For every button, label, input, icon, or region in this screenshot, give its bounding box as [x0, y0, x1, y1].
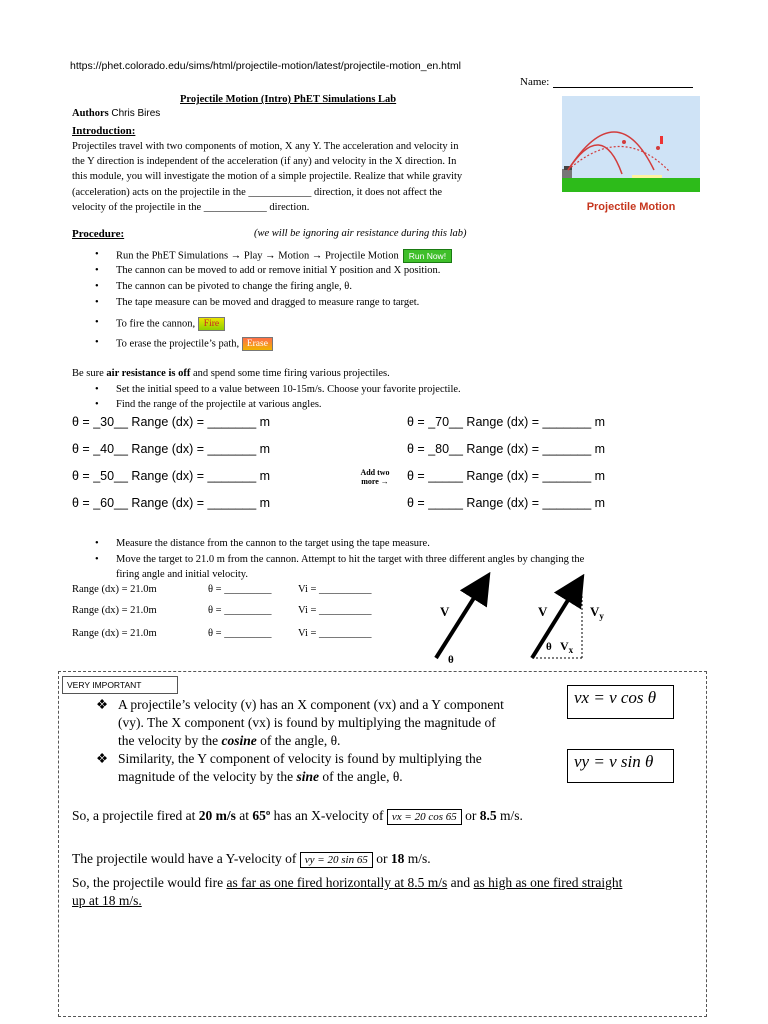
procedure-heading: Procedure: — [72, 228, 125, 240]
fire-button: Fire — [198, 317, 225, 331]
formula-vx-example: vx = 20 cos 65 — [387, 809, 462, 825]
erase-button: Erase — [242, 337, 273, 351]
target-range-row: Range (dx) = 21.0m — [72, 628, 157, 639]
authors-line — [72, 108, 160, 119]
projectile-motion-thumbnail — [562, 96, 700, 216]
example-x-line: So, a projectile fired at 20 m/s at 65º has an X-velocity of vx = 20 cos 65 or 8.5 m/s. — [72, 808, 523, 823]
example-y-line: The projectile would have a Y-velocity of vy = 20 sin 65 or 18 m/s. — [72, 851, 431, 866]
vi-blank: Vi = __________ — [298, 628, 372, 639]
target-range-row: Range (dx) = 21.0m — [72, 584, 157, 595]
name-label: Name: — [520, 76, 550, 88]
intro-line: (acceleration) acts on the projectile in the ____________ direction, it does not affect the — [72, 186, 443, 198]
v-label: V — [440, 604, 450, 619]
velocity-vector-diagram — [420, 572, 620, 668]
formula-vx: vx = v cos θ — [567, 685, 674, 719]
list-item: • Move the target to 21.0 m from the cannon. Attempt to hit the target with three different angles by changing the — [116, 554, 584, 565]
theta-blank: θ = _________ — [208, 628, 272, 639]
vx-label: $V_x$ — [560, 639, 574, 655]
add-two-note: Add two more → — [360, 468, 390, 486]
intro-paragraph — [72, 139, 547, 215]
angle-row: θ = _40__ Range (dx) = _______ m — [72, 442, 271, 456]
list-item: • The tape measure can be moved and dragged to measure range to target. — [116, 297, 419, 308]
angle-row: θ = _____ Range (dx) = _______ m — [407, 496, 606, 510]
formula-vy: vy = v sin θ — [567, 749, 674, 783]
bullet-text: the velocity by the cosine of the angle, θ. — [118, 733, 341, 748]
procedure-note: (we will be ignoring air resistance during this lab) — [254, 228, 467, 239]
conclusion-line-2: up at 18 m/s. — [72, 893, 142, 908]
author-name: Chris Bires — [111, 108, 161, 119]
bullet-text: (vy). The X component (vx) is found by multiplying the magnitude of — [118, 715, 496, 730]
intro-line: the Y direction is independent of the acceleration (if any) and velocity in the X direction. In — [72, 156, 457, 168]
diamond-bullet-icon: ❖ — [96, 697, 109, 712]
source-url: https://phet.colorado.edu/sims/html/projectile-motion/latest/projectile-motion_en.html — [70, 60, 462, 72]
velocity-arrow — [436, 582, 484, 658]
target-range-row: Range (dx) = 21.0m — [72, 605, 157, 616]
bullet-text: magnitude of the velocity by the sine of the angle, θ. — [118, 769, 403, 784]
angle-row: θ = _70__ Range (dx) = _______ m — [407, 415, 606, 429]
intro-line: velocity of the projectile in the ____________ direction. — [72, 201, 310, 213]
page-title: Projectile Motion (Intro) PhET Simulations Lab — [180, 94, 397, 105]
intro-line: this module, you will investigate the motion of a simple projectile. Realize that while gravity — [72, 171, 463, 183]
theta-label: θ — [448, 654, 454, 666]
vi-blank: Vi = __________ — [298, 605, 372, 616]
bullet-text: A projectile’s velocity (v) has an X component (vx) and a Y component — [118, 697, 504, 712]
bullet-text: Similarity, the Y component of velocity is found by multiplying the — [118, 751, 482, 766]
angle-row: θ = _50__ Range (dx) = _______ m — [72, 469, 271, 483]
intro-heading: Introduction: — [72, 125, 136, 137]
list-item: • To fire the cannon, Fire — [116, 317, 225, 331]
name-blank — [553, 77, 693, 88]
thumbnail-caption: Projectile Motion — [586, 201, 676, 213]
authors-label: Authors — [72, 108, 109, 119]
very-important-label: VERY IMPORTANT — [62, 676, 178, 694]
target-steps-cont: firing angle and initial velocity. — [116, 569, 248, 580]
run-now-button: Run Now! — [403, 249, 452, 263]
theta-blank: θ = _________ — [208, 605, 272, 616]
list-item: • To erase the projectile’s path, Erase — [116, 337, 273, 351]
conclusion-line: So, the projectile would fire as far as one fired horizontally at 8.5 m/s and as high as one fired straight — [72, 875, 623, 890]
list-item: • Set the initial speed to a value between 10-15m/s. Choose your favorite projectile. — [116, 384, 461, 395]
intro-line: Projectiles travel with two components of motion, X any Y. The acceleration and velocity in — [72, 141, 459, 152]
formula-vy-example: vy = 20 sin 65 — [300, 852, 373, 868]
theta-blank: θ = _________ — [208, 584, 272, 595]
list-item: • The cannon can be moved to add or remove initial Y position and X position. — [116, 265, 440, 276]
v-label-2: V — [538, 604, 548, 619]
list-item: • Measure the distance from the cannon to the target using the tape measure. — [116, 538, 430, 549]
angle-row: θ = _60__ Range (dx) = _______ m — [72, 496, 271, 510]
angle-row: θ = _30__ Range (dx) = _______ m — [72, 415, 271, 429]
vy-label: $V_y$ — [590, 604, 604, 621]
list-item: • Find the range of the projectile at various angles. — [116, 399, 322, 410]
air-resistance-line: Be sure air resistance is off and spend some time firing various projectiles. — [72, 368, 390, 379]
angle-row: θ = _80__ Range (dx) = _______ m — [407, 442, 606, 456]
angle-row: θ = _____ Range (dx) = _______ m — [407, 469, 606, 483]
vi-blank: Vi = __________ — [298, 584, 372, 595]
theta-label-2: θ — [546, 641, 552, 653]
list-item: • The cannon can be pivoted to change the firing angle, θ. — [116, 281, 352, 292]
list-item: • Run the PhET Simulations → Play → Motion → Projectile Motion Run Now! — [116, 249, 452, 263]
diamond-bullet-icon: ❖ — [96, 751, 109, 766]
name-field — [520, 76, 693, 88]
